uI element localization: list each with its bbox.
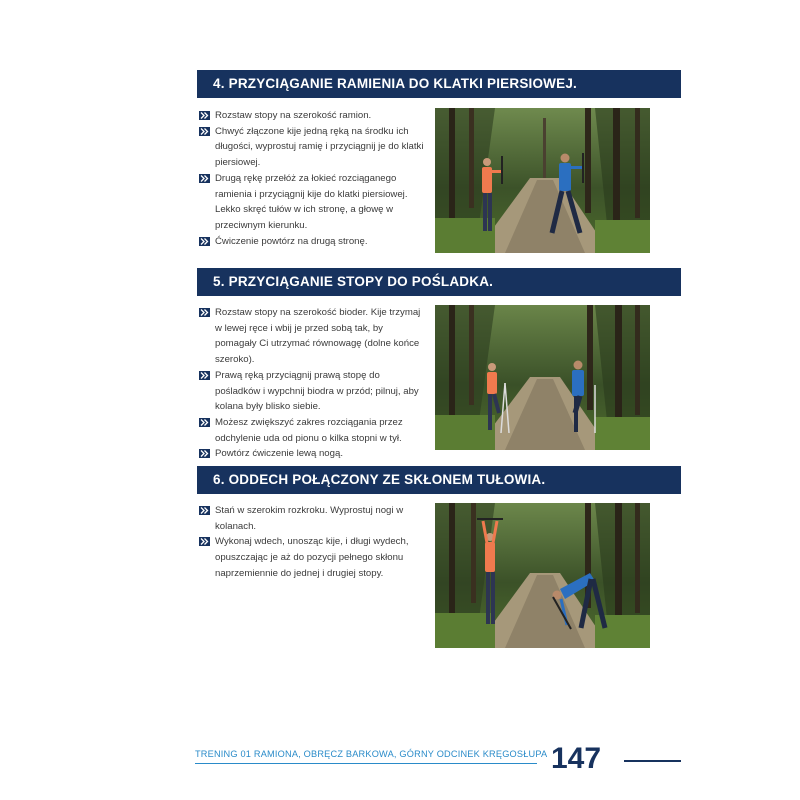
instruction-item: [199, 305, 427, 368]
double-chevron-right-icon: [199, 537, 210, 546]
instruction-text: Prawą ręką przyciągnij prawą stopę do pośladków i wypchnij biodra w przód; pilnuj, aby kolana były blisko siebie.: [215, 369, 419, 413]
instruction-text: Wykonaj wdech, unosząc kije, i długi wydech, opuszczając je aż do pozycji pełnego skłonu naprzemiennie do jednej i drugiej stopy.: [215, 536, 409, 579]
instruction-text: Rozstaw stopy na szerokość ramion.: [215, 110, 372, 121]
double-chevron-right-icon: [199, 418, 210, 427]
section-title: 4. PRZYCIĄGANIE RAMIENIA DO KLATKI PIERSIOWEJ.: [213, 76, 577, 91]
instruction-item: [199, 234, 427, 250]
page-number-rule: [624, 760, 681, 762]
instruction-item: [199, 124, 427, 171]
double-chevron-right-icon: [199, 127, 210, 136]
section-title: 6. ODDECH POŁĄCZONY ZE SKŁONEM TUŁOWIA.: [213, 472, 546, 487]
section-header-bar: [197, 466, 681, 494]
footer-divider: [195, 763, 537, 764]
instruction-text: Powtórz ćwiczenie lewą nogą.: [215, 448, 343, 460]
instruction-item: [199, 534, 427, 581]
running-head: TRENING 01 RAMIONA, OBRĘCZ BARKOWA, GÓRNY ODCINEK KRĘGOSŁUPA: [195, 749, 548, 759]
instruction-text: Chwyć złączone kije jedną ręką na środku ich długości, wyprostuj ramię i przyciągnij je do klatki piersiowej.: [215, 125, 424, 169]
section-header-bar: [197, 268, 681, 296]
section-title: 5. PRZYCIĄGANIE STOPY DO POŚLADKA.: [213, 274, 494, 289]
double-chevron-right-icon: [199, 449, 210, 458]
instruction-text: Możesz zwiększyć zakres rozciągania przez odchylenie uda od pionu o kilka stopni w tył.: [215, 416, 403, 444]
instruction-item: [199, 171, 427, 234]
instruction-list: [199, 305, 427, 462]
instruction-item: [199, 368, 427, 415]
double-chevron-right-icon: [199, 174, 210, 183]
instruction-item: [199, 415, 427, 446]
instruction-text: Rozstaw stopy na szerokość bioder. Kije trzymaj w lewej ręce i wbij je przed sobą tak, by pomagały Ci utrzymać równowagę (dolne końce szeroko).: [215, 307, 421, 366]
double-chevron-right-icon: [199, 237, 210, 246]
forest-photo-illustration: [435, 305, 650, 450]
section-header-bar: [197, 70, 681, 98]
instruction-text: Drugą rękę przełóż za łokieć rozciąganego ramienia i przyciągnij kije do klatki piersiowej. Lekko skręć tułów w ich stronę, a głowę w przeciwnym kierunku.: [215, 172, 408, 231]
double-chevron-right-icon: [199, 506, 210, 515]
double-chevron-right-icon: [199, 371, 210, 380]
forest-photo-illustration: [435, 108, 650, 253]
instruction-item: [199, 108, 427, 124]
instruction-list: [199, 503, 427, 582]
forest-photo-illustration: [435, 503, 650, 648]
instruction-item: [199, 503, 427, 534]
instruction-text: Ćwiczenie powtórz na drugą stronę.: [215, 235, 368, 247]
exercise-photo: [435, 108, 650, 253]
exercise-photo: [435, 503, 650, 648]
instruction-list: [199, 108, 427, 249]
double-chevron-right-icon: [199, 111, 210, 120]
instruction-text: Stań w szerokim rozkroku. Wyprostuj nogi w kolanach.: [215, 505, 404, 532]
page-number: 147: [551, 742, 602, 775]
exercise-photo: [435, 305, 650, 450]
instruction-item: [199, 446, 427, 462]
double-chevron-right-icon: [199, 308, 210, 317]
